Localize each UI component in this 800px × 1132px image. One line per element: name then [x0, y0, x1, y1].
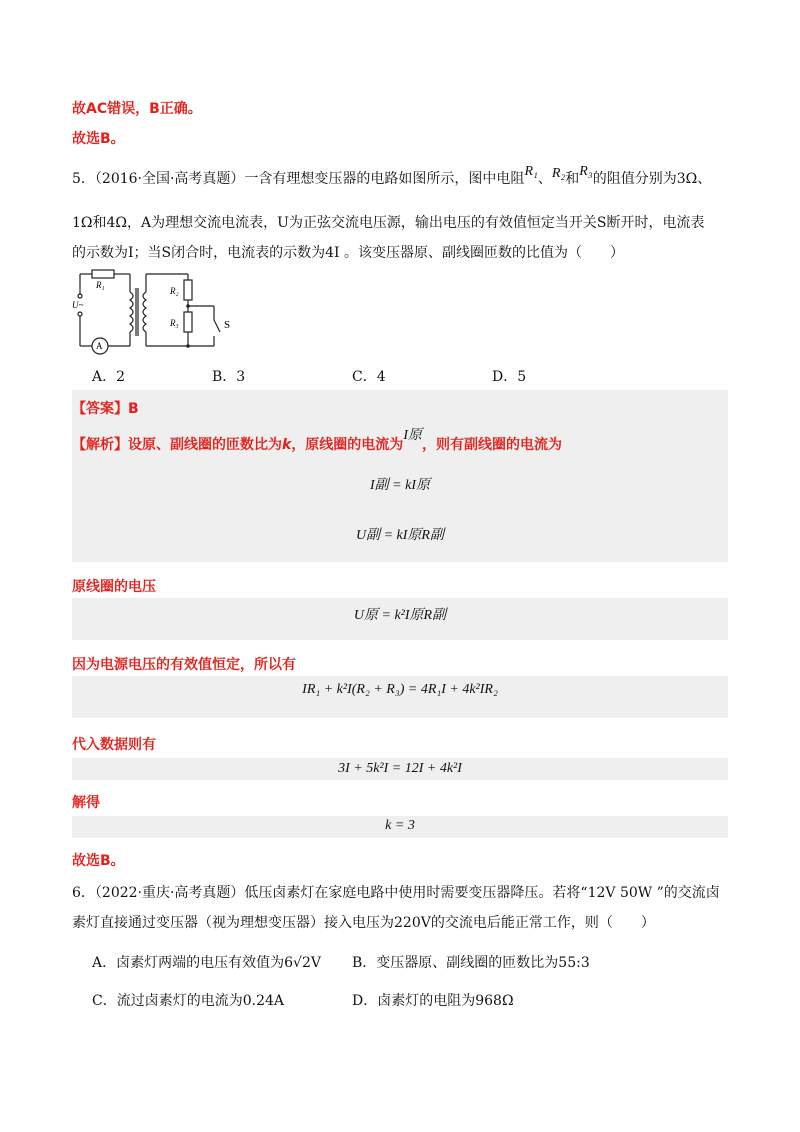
q5-option-a: A．2 [92, 369, 126, 385]
circuit-source-label: U~ [72, 300, 84, 310]
q5-sep2: 和 [565, 171, 580, 187]
equation-2: U副 = kI原R副 [356, 528, 444, 543]
q5-stem-line-2: 1Ω和4Ω，A为理想交流电流表，U为正弦交流电压源，输出电压的有效值恒定当开关S断开时，电流表 [72, 215, 705, 231]
prev-conclusion-line: 故AC错误，B正确。 [72, 101, 202, 117]
q5-option-c: C．4 [352, 369, 386, 385]
equation-6: k = 3 [385, 818, 415, 833]
equation-5: 3I + 5k²I = 12I + 4k²I [338, 761, 462, 776]
q6-stem-line-1: 6．（2022·重庆·高考真题）低压卤素灯在家庭电路中使用时需要变压器降压。若将“12V 50W ”的交流卤 [72, 885, 720, 901]
q6-option-c: C．流过卤素灯的电流为0.24A [92, 993, 284, 1009]
q6-option-a: A．卤素灯两端的电压有效值为6√2V [92, 955, 321, 971]
label-substitute: 代入数据则有 [72, 737, 156, 753]
equation-1: I副 = kI原 [370, 478, 430, 493]
q5-option-d: D．5 [492, 369, 527, 385]
q5-conclusion: 故选B。 [72, 853, 125, 869]
circuit-r2-label: R₂ [170, 286, 179, 296]
label-constant-source: 因为电源电压的有效值恒定，所以有 [72, 657, 296, 673]
q5-r1: R₁ [524, 164, 538, 179]
q5-option-b: B．3 [212, 369, 246, 385]
circuit-ammeter-label: A [96, 341, 103, 351]
analysis-text-c: ，则有副线圈的电流为 [421, 437, 562, 453]
q5-stem-line-1 [72, 164, 712, 188]
q5-answer: 【答案】B [72, 401, 139, 417]
q5-sep1: 、 [537, 171, 552, 187]
transformer-circuit-diagram [72, 266, 252, 356]
label-primary-voltage: 原线圈的电压 [72, 579, 156, 595]
equation-3: U原 = k²I原R副 [353, 608, 447, 623]
prev-choice-line: 故选B。 [72, 131, 125, 147]
q5-r2: R₂ [551, 166, 566, 181]
analysis-text-a: 【解析】设原、副线圈的匝数比为 [72, 437, 282, 453]
circuit-r3-label: R₃ [170, 318, 179, 328]
analysis-i-primary: I原 [403, 428, 422, 443]
q5-analysis-intro [72, 428, 562, 454]
q6-stem-line-2: 素灯直接通过变压器（视为理想变压器）接入电压为220V的交流电后能正常工作，则（ ） [72, 915, 655, 931]
q5-stem-line-3: 的示数为I；当S闭合时，电流表的示数为4I 。该变压器原、副线圈匝数的比值为（ ） [72, 245, 625, 261]
analysis-k: k [282, 437, 292, 453]
q5-r3: R₃ [579, 164, 593, 179]
label-solve: 解得 [72, 795, 100, 811]
circuit-switch-label: S [224, 319, 231, 331]
q6-option-b: B．变压器原、副线圈的匝数比为55:3 [352, 955, 590, 971]
analysis-text-b: ，原线圈的电流为 [291, 437, 404, 453]
circuit-r1-label: R₁ [96, 280, 105, 290]
q5-stem-1a: 5．（2016·全国·高考真题）一含有理想变压器的电路如图所示，图中电阻 [72, 171, 525, 187]
equation-4: IR₁ + k²I(R₂ + R₃) = 4R₁I + 4k²IR₂ [302, 682, 498, 697]
q6-option-d: D．卤素灯的电阻为968Ω [352, 993, 514, 1009]
q5-stem-1b: 的阻值分别为3Ω、 [592, 171, 712, 187]
